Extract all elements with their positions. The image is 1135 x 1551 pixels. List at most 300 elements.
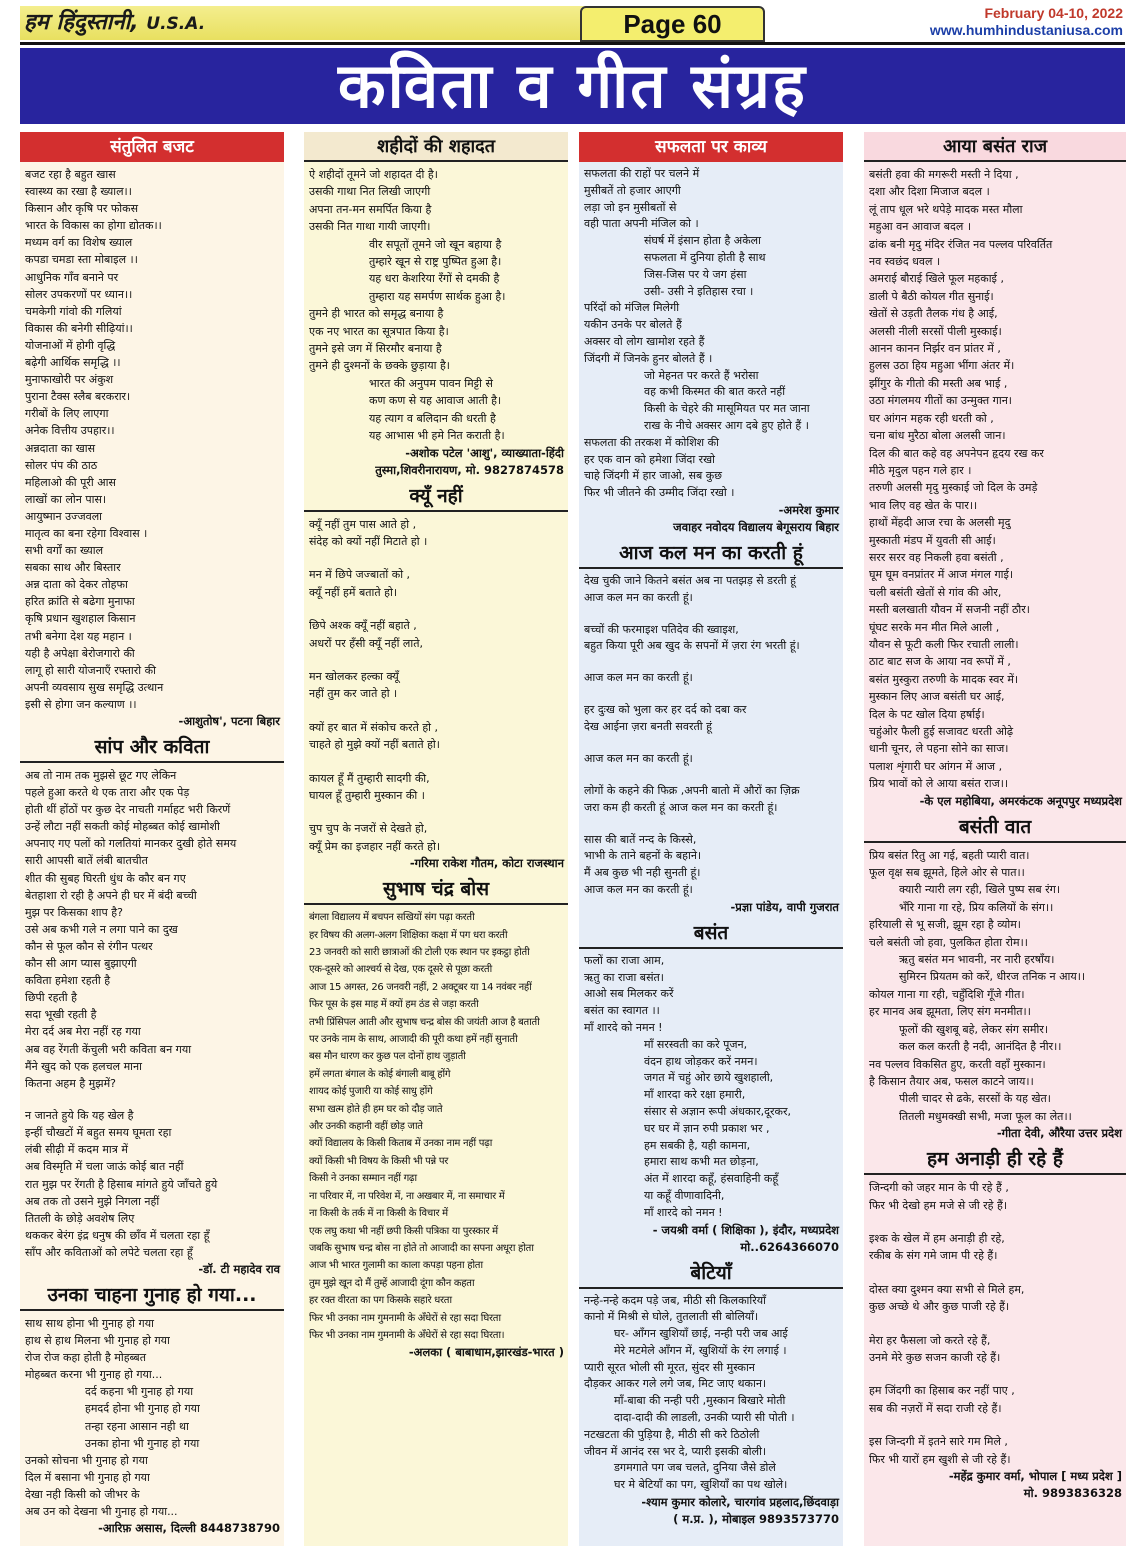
poem-line: रकीब के संग गमे जाम पी रहे हैं। xyxy=(869,1249,998,1263)
poem-author: -महेंद्र कुमार वर्मा, भोपाल [ मध्य प्रदेश ] xyxy=(948,1469,1122,1483)
poem-line: सफलता की तरकश में कोशिश की xyxy=(584,435,719,449)
poem-line: किसी के चेहरे की मासूमियत पर मत जाना xyxy=(644,402,810,416)
poem-body xyxy=(20,763,284,1261)
poem-line: यकीन उनके पर बोलते हैं xyxy=(584,318,682,332)
poem-line: पर उनके नाम के साथ, आजादी की पूरी कथा हमें नहीं सुनाती xyxy=(309,1034,518,1046)
poem-line: उसकी नित गाथा गायी जाएगी। xyxy=(309,220,431,234)
poem-line: सब की नज़रों में सदा राजी रहे हैं। xyxy=(869,1401,1002,1415)
poem-line: यौवन से फूटी कली फिर रचाती लाली। xyxy=(869,637,1019,651)
poem-line: कपडा चमडा स्ता मोबाइल ।। xyxy=(25,253,138,267)
section-banner: कविता व गीत संग्रह xyxy=(20,48,1125,124)
poem-line: तितली के छोड़े अवशेष लिए xyxy=(25,1211,135,1225)
poem-line: लंबी सीढ़ी में कदम मात्र में xyxy=(25,1143,128,1157)
poem-line: फलों का राजा आम, xyxy=(584,953,665,967)
poem-line: माँ सरस्वती का करे पूजन, xyxy=(644,1037,748,1051)
poem-line: यही है अपेक्षा बेरोजगारो की xyxy=(25,646,135,660)
stanza-gap xyxy=(584,655,838,670)
poem-line: चाहे जिंदगी में हार जाओ, सब कुछ xyxy=(584,469,722,483)
poem-line: कुछ अच्छे थे और कुछ पाजी रहे हैं। xyxy=(869,1300,1010,1314)
poem-line: सारी आपसी बातें लंबी बातचीत xyxy=(25,854,148,868)
poem-line: खेतों से उड़ती तैलक गंध है आई, xyxy=(869,307,998,321)
poem-line: तभी प्रिंसिपल आती और सुभाष चन्द्र बोस की जयंती आज है बताती xyxy=(309,1016,540,1028)
poem-line: क्यों किसी भी विषय के किसी भी पन्ने पर xyxy=(309,1155,449,1167)
poem-line: बस मौन धारण कर कुछ पल दोनों हाथ जुड़ाती xyxy=(309,1051,466,1063)
poem-line: आधुनिक गाँव बनाने पर xyxy=(25,270,119,284)
poem-line: बसंती हवा की मगरूरी मस्ती ने दिया , xyxy=(869,168,1019,181)
poem-title: सफलता पर काव्य xyxy=(579,132,843,162)
poem-line: अंत में शारदा कहूँ, हंसवाहिनी कहूँ xyxy=(644,1172,779,1186)
poem-line: दिल में बसाना भी गुनाह हो गया xyxy=(25,1470,150,1484)
stanza-gap xyxy=(869,1316,1121,1332)
poem-line: उनमे मेरे कुछ सजन काजी रहे हैं। xyxy=(869,1350,1001,1364)
poem-line: एक-दूसरे को आश्चर्य से देख, एक दूसरे से पूछा करती xyxy=(309,964,492,976)
poem-line: भँरि गाना गा रहे, प्रिय कलियों के संग।। xyxy=(899,900,1054,914)
poem-line: परिंदों को मंजिल मिलेगी xyxy=(584,301,680,315)
poem-line: महुआ वन आवाज बदल । xyxy=(869,220,971,234)
poem-line: बंगला विद्यालय में बचपन सखियों संग पढ़ा करती xyxy=(309,912,475,924)
poem-line: सफलता में दुनिया होती है साथ xyxy=(644,250,766,264)
poem-line: अलसी नीली सरसों पीली मुस्काई। xyxy=(869,324,1002,338)
poem-line: कृषि प्रधान खुशहाल किसान xyxy=(25,612,136,626)
masthead xyxy=(20,6,1125,42)
poem-line: हमदर्द होना भी गुनाह हो गया xyxy=(85,1402,200,1416)
poem-author: -के एल महोबिया, अमरकंटक अनूपपुर मध्यप्रदेश xyxy=(919,793,1122,808)
poem-line: झींगुर के गीतो की मस्ती अब भाई , xyxy=(869,376,1008,390)
poem-line: माँ शारदे को नमन ! xyxy=(644,1205,723,1219)
poem-line: क्यूँ नहीं तुम पास आते हो , xyxy=(309,517,417,531)
poem-line: साँप और कविताओं को लपेटे चलता रहा हूँ xyxy=(25,1245,193,1259)
poem-line: फिर भी जीतने की उम्मीद जिंदा रखो । xyxy=(584,486,735,500)
poem-title: आया बसंत राज xyxy=(864,132,1126,162)
poem-line: लड़ा जो इन मुसीबतों से xyxy=(584,200,677,214)
poem-line: छिपी रहती है xyxy=(25,991,77,1005)
poem-line: अब वह रेंगती केंचुली भरी कविता बन गया xyxy=(25,1042,192,1056)
poem-line: हर दुःख को भुला कर हर दर्द को दबा कर xyxy=(584,703,747,717)
poem-line: फिर पूस के इस माह में क्यों हम ठंड से जड़ा करती xyxy=(309,999,479,1011)
poem-line: रोज रोज कहा होती है मोहब्बत xyxy=(25,1351,146,1365)
poem-author: - जयश्री वर्मा ( शिक्षिका ), इंदौर, मध्यप्रदेश xyxy=(652,1222,839,1237)
poem-line: उसी- उसी ने इतिहास रचा । xyxy=(644,284,754,298)
poem-line: शायद कोई पुजारी या कोई साधु होंगे xyxy=(309,1086,433,1098)
poem-line: तन्हा रहना आसान नही था xyxy=(85,1419,189,1433)
poem-line: जो मेहनत पर करते हैं भरोसा xyxy=(644,368,759,382)
poem-line: अब तो नाम तक मुझसे छूट गए लेकिन xyxy=(25,769,177,782)
poem-line: गरीबों के लिए लाएगा xyxy=(25,407,109,421)
stanza-gap xyxy=(869,1265,1121,1281)
poem-line: ऋतु का राजा बसंत। xyxy=(584,970,664,984)
poem-line: 23 जनवरी को सारी छात्राओं की टोली एक स्थान पर इकट्ठा होती xyxy=(309,947,530,958)
stanza-gap xyxy=(309,601,563,617)
poem-line: संदेह को क्यों नहीं मिटाते हो । xyxy=(309,534,428,548)
poem-line: हमारा साथ कभी मत छोड़ना, xyxy=(644,1155,759,1169)
poem-line: फिर भी उनका नाम गुमनामी के अँधेरों से रहा सदा घिरता। xyxy=(309,1329,505,1341)
poem-line: बेतहाशा रो रही है अपने ही घर में बंदी बच्ची xyxy=(25,888,197,902)
poem-line: प्रिय बसंत रितु आ गई, बहती प्यारी वात। xyxy=(869,848,1030,862)
stanza-gap xyxy=(309,703,563,719)
poem-line: मुसीबतें तो हजार आएगी xyxy=(584,183,681,197)
poem-body xyxy=(579,1289,843,1495)
poem-line: वही पाता अपनी मंजिल को । xyxy=(584,217,699,231)
stanza-gap xyxy=(584,687,838,702)
poem-line: ठाट बाट सज के आया नव रूपों में , xyxy=(869,655,1011,669)
poem-line: माँ शारदा करे रक्षा हमारी, xyxy=(644,1088,746,1102)
poem-line: ना परिवार में, ना परिवेश में, ना अखबार में, ना समाचार में xyxy=(309,1190,505,1202)
poem-line: आज कल मन का करती हूं। xyxy=(584,751,693,765)
poem-line: घर घर में ज्ञान रुपी प्रकाश भर , xyxy=(644,1121,770,1135)
poem-line: मैं अब कुछ भी नही सुनती हूं। xyxy=(584,866,701,880)
poem-line: फिर भी उनका नाम गुमनामी के अँधेरों से रहा सदा घिरता xyxy=(309,1312,501,1324)
poem-line: जिंदगी में जिनके हुनर बोलते हैं । xyxy=(584,351,713,365)
poem-title: संतुलित बजट xyxy=(20,132,284,162)
poem-line: मोहब्बत करना भी गुनाह हो गया... xyxy=(25,1368,163,1382)
poem-line: चुप चुप के नजरों से देखते हो, xyxy=(309,822,428,836)
poem-author-detail: मो. 9893836328 xyxy=(1023,1486,1122,1500)
poem-line: आनन कानन निर्झर वन प्रांतर में , xyxy=(869,342,1001,356)
poem-line: एक लघु कथा भी नहीं छपी किसी पत्रिका या पुरस्कार में xyxy=(309,1225,498,1237)
poem-line: भारत की अनुपम पावन मिट्टी से xyxy=(369,376,493,390)
poem-line: हर विषय की अलग-अलग शिक्षिका कक्षा में पग धरा करती xyxy=(309,929,508,941)
poem-line: संसार से अज्ञान रूपी अंधकार,दूरकर, xyxy=(644,1104,791,1118)
poem-title: हम अनाड़ी ही रहे हैं xyxy=(864,1146,1126,1175)
poem-line: घूंघट सरके मन मीत मिले आली , xyxy=(869,620,1000,634)
poem-line: अमराई बौराई खिले फूल महकाई , xyxy=(869,272,1004,286)
stanza-gap xyxy=(309,754,563,770)
poem-line: जिस-जिस पर ये जग हंसा xyxy=(644,267,747,281)
stanza-gap xyxy=(309,804,563,820)
poem-line: मीठे मृदुल पहन गले हार । xyxy=(869,463,972,477)
stanza-gap xyxy=(309,652,563,668)
poem-line: घर आंगन महक रही धरती को , xyxy=(869,411,994,425)
poem-line: कण कण से यह आवाज आती है। xyxy=(369,394,502,408)
poem-line: आयुष्मान उज्जवला xyxy=(25,509,103,523)
poem-line: दिल की बात कहे वह अपनेपन हृदय रख कर xyxy=(869,446,1044,460)
publication-title: हम हिंदुस्तानी, xyxy=(24,10,139,35)
poem-author: -गरिमा राकेश गौतम, कोटा राजस्थान xyxy=(409,856,564,871)
poem-line: पीली चादर से ढके, सरसों के यह खेत। xyxy=(899,1092,1051,1106)
poem-line: सभी वर्गों का ख्याल xyxy=(25,544,104,558)
poem-body xyxy=(20,1311,284,1520)
poem-line: मैंने खुद को एक हलचल माना xyxy=(25,1059,142,1073)
poem-line: कानो में मिश्री से घोले, तुतलाती सी बोलियाँ। xyxy=(584,1310,759,1324)
poem-line: चमकेगी गांवो की गलियां xyxy=(25,304,122,318)
poem-author: -प्रज्ञा पांडेय, वापी गुजरात xyxy=(730,899,839,914)
poem-body xyxy=(579,162,843,502)
poem-line: तरुणी अलसी मृदु मुस्काई जो दिल के उमड़े xyxy=(869,481,1038,495)
poem-line: माँ-बाबा की नन्ही परी ,मुस्कान बिखारे मोती xyxy=(614,1394,786,1408)
poem-line: इस जिन्दगी में इतने सारे गम मिले , xyxy=(869,1435,1008,1449)
poem-line: उठा मंगलमय गीतों का उन्मुक्त गान। xyxy=(869,394,1012,408)
poem-line: विकास की बनेगी सीढ़ियां।। xyxy=(25,321,133,335)
column-4 xyxy=(864,132,1126,1546)
poem-line: आज कल मन का करती हूं। xyxy=(584,671,693,685)
poem-line: सभा खत्म होते ही हम घर को दौड़ जाते xyxy=(309,1103,443,1115)
poem-line: मुस्कान लिए आज बसंती घर आई, xyxy=(869,690,1005,704)
poem-author: -अशोक पटेल 'आशु', व्याख्याता-हिंदी xyxy=(405,445,564,460)
poem-line: घर- आँगन खुशियाँ छाई, नन्ही परी जब आई xyxy=(614,1327,788,1341)
poem-line: चना बांध मुरैठा बोला अलसी जान। xyxy=(869,429,1006,443)
poem-line: अपना तन-मन समर्पित किया है xyxy=(309,202,432,216)
poem-line: आज कल मन का करती हूं। xyxy=(584,590,693,604)
poem-line: मेरा दर्द अब मेरा नहीं रह गया xyxy=(25,1025,141,1039)
poem-line: जगत में चहुं ओर छाये खुशहाली, xyxy=(644,1071,774,1085)
poem-line: मस्ती बलखाती यौवन में सजनी नहीं ठौर। xyxy=(869,603,1030,617)
poem-line: बसंत का स्वागत ।। xyxy=(584,1004,660,1018)
poem-line: चली बसंती खेतों से गांव की ओर, xyxy=(869,585,1002,599)
poem-body xyxy=(304,512,568,856)
poem-line: तुम्हारे खून से राष्ट्र पुष्पित हुआ है। xyxy=(369,255,502,269)
poem-line: मन खोलकर हल्का क्यूँ xyxy=(309,669,399,683)
poem-line: हाथ से हाथ मिलना भी गुनाह हो गया xyxy=(25,1334,170,1348)
poem-body xyxy=(579,949,843,1222)
poem-line: या कहूँ वीणावादिनी, xyxy=(644,1188,725,1202)
poem-line: सरर सरर वह निकली हवा बसंती , xyxy=(869,550,1004,564)
poem-line: अपनाए गए पलों को गलतियां मानकर दुखी होते समय xyxy=(25,837,237,851)
poem-line: मन में छिपे जज्बातों को , xyxy=(309,568,411,582)
poem-line: अन्नदाता का खास xyxy=(25,441,96,455)
poem-line: सदा भूखी रहती है xyxy=(25,1008,97,1022)
poem-line: अनेक वित्तीय उपहार।। xyxy=(25,424,115,438)
poem-title: आज कल मन का करती हूं xyxy=(579,540,843,569)
poem-line: सबका साथ और बिस्तार xyxy=(25,561,121,575)
poem-line: जिन्दगी को जहर मान के पी रहे हैं , xyxy=(869,1181,1009,1195)
poem-line: तुमने इसे जग में सिरमौर बनाया है xyxy=(309,342,442,356)
poem-line: रात मुझ पर रेंगती है हिसाब मांगते हुये जाँचते हुये xyxy=(25,1177,218,1191)
poem-line: चले बसंती जो हवा, पुलकित होता रोम।। xyxy=(869,935,1028,949)
poem-line: कायल हूँ मैं तुम्हारी सादगी की, xyxy=(309,771,430,785)
column-3 xyxy=(579,132,843,1546)
poem-line: मेरा हर फैसला जो करते रहे हैं, xyxy=(869,1333,991,1347)
poem-line: और उनकी कहानी वहीं छोड़ जाते xyxy=(309,1121,423,1133)
poem-line: होती थीं होंठों पर कुछ देर नाचती गर्माहट भरी किरणें xyxy=(25,803,231,817)
poem-line: थककर बेरंग इंद्र धनुष की छाँव में चलता रहा हूँ xyxy=(25,1228,210,1242)
poem-line: हर एक वान को हमेशा जिंदा रखो xyxy=(584,452,716,466)
stanza-gap xyxy=(309,550,563,566)
poem-line: फूल वृक्ष सब झूमते, हिले ओर से पात।। xyxy=(869,866,1025,880)
poem-line: अब विस्मृति में चला जाऊं कोई बात नहीं xyxy=(25,1160,184,1174)
poem-line: नटखटता की पुड़िया है, मीठी सी करे ठिठोली xyxy=(584,1427,760,1441)
poem-line: लूं ताप धूल भरे थपेड़े मादक मस्त मौला xyxy=(869,202,1023,216)
poem-line: जरा कम ही करती हूं आज कल मन का करती हूं। xyxy=(584,800,778,814)
poem-line: बजट रहा है बहुत खास xyxy=(25,168,116,181)
poem-title: शहीदों की शहादत xyxy=(304,132,568,162)
poem-line: ढांक बनी मृदु मंदिर रंजित नव पल्लव परिवर्तित xyxy=(869,237,1053,251)
poem-line: क्यूँ प्रेम का इजहार नहीं करते हो। xyxy=(309,839,441,853)
poem-line: जीवन में आनंद रस भर दे, प्यारी इसकी बोली। xyxy=(584,1444,767,1458)
poem-line: दर्द कहना भी गुनाह हो गया xyxy=(85,1385,194,1399)
poem-line: उनको सोचना भी गुनाह हो गया xyxy=(25,1453,148,1467)
poem-line: शीत की सुबह घिरती धुंध के कौर बन गए xyxy=(25,871,186,885)
poem-line: देख आईना ज़रा बनती सवरती हूं xyxy=(584,720,712,734)
poem-line: कितना अहम है मुझमें? xyxy=(25,1076,116,1090)
poem-line: फिर भी देखो हम मजे से जी रहे हैं। xyxy=(869,1198,1008,1212)
website-link[interactable]: www.humhindustaniusa.com xyxy=(929,22,1123,38)
poem-line: कोयल गाना गा रही, चहुँदिशि गूँजे गीत। xyxy=(869,987,1025,1001)
poem-line: यह आभास भी हमे नित कराती है। xyxy=(369,429,505,443)
issue-date: February 04-10, 2022 xyxy=(984,5,1123,21)
poem-line: सोलर उपकरणों पर ध्यान।। xyxy=(25,287,133,301)
poem-title: बसंत xyxy=(579,920,843,949)
poem-line: तुम मुझे खून दो मैं तुम्हें आजादी दूंगा कौन कहता xyxy=(309,1277,475,1289)
poem-line: दौड़कर आकर गले लगे जब, मिट जाए थकान। xyxy=(584,1377,767,1391)
poem-line: दशा और दिशा मिजाज बदल । xyxy=(869,185,990,199)
poem-line: हर मानव अब झूमता, लिए संग मनमीत।। xyxy=(869,1005,1031,1019)
poem-line: तुमने ही दुश्मनों के छक्के छुड़ाया है। xyxy=(309,359,450,373)
poem-line: डाली पे बैठी कोयल गीत सुनाई। xyxy=(869,289,994,303)
divider xyxy=(20,42,1125,45)
poem-line: घूम घूम वनप्रांतर में आज मंगल गाई। xyxy=(869,568,1014,582)
poem-author: -गीता देवी, औरैया उत्तर प्रदेश xyxy=(996,1126,1122,1141)
poem-line: वंदन हाथ जोड़कर करें नमन। xyxy=(644,1054,758,1068)
poem-line: फिर भी यारों हम खुशी से जी रहे हैं। xyxy=(869,1452,1011,1466)
poem-line: लाखों का लोन पास। xyxy=(25,492,107,506)
poem-line: उसकी गाथा नित लिखी जाएगी xyxy=(309,185,431,199)
poem-line: बढ़ेगी आर्थिक समृद्धि ।। xyxy=(25,356,121,370)
poem-line: हम सबकी है, यही कामना, xyxy=(644,1138,751,1152)
poem-line: आज 15 अगस्त, 26 जनवरी नहीं, 2 अक्टूबर या 14 नवंबर नहीं xyxy=(309,981,532,993)
poem-line: मुनाफाखोरी पर अंकुश xyxy=(25,373,114,387)
poem-line: अन्न दाता को देकर तोहफा xyxy=(25,578,128,592)
poem-line: अधरों पर हँसी क्यूँ नहीं लाते, xyxy=(309,636,424,650)
poem-title: बसंती वात xyxy=(864,814,1126,843)
poem-line: है किसान तैयार अब, फसल काटने जाय।। xyxy=(869,1074,1034,1088)
poem-line: भाव लिए वह खेत के पार।। xyxy=(869,498,978,512)
poem-line: आज कल मन का करती हूं। xyxy=(584,882,693,896)
poem-author: -डॉ. टी महादेव राव xyxy=(198,1262,280,1276)
poem-line: तितली मधुमक्खी सभी, मजा फूल का लेत।। xyxy=(899,1109,1072,1123)
poem-line: तुमने ही भारत को समृद्ध बनाया है xyxy=(309,307,444,321)
poem-line: किसान और कृषि पर फोकस xyxy=(25,202,139,216)
poem-line: प्रिय भावों को ले आया बसंत राज।। xyxy=(869,777,1009,791)
poem-title: उनका चाहना गुनाह हो गया... xyxy=(20,1282,284,1311)
poem-line: कौन सी आग प्यास बुझाएगी xyxy=(25,957,137,971)
poem-line: लागू हो सारी योजनाएँ रफ्तारो की xyxy=(25,663,156,677)
poem-line: नन्हे-नन्हे कदम पड़े जब, मीठी सी किलकारियाँ xyxy=(584,1293,766,1307)
poem-line: ना किसी के तर्क में ना किसी के विचार में xyxy=(309,1208,448,1220)
poem-line: कविता हमेशा रहती है xyxy=(25,974,111,988)
poem-line: आज भी भारत गुलामी का काला कपड़ा पहना होता xyxy=(309,1260,483,1272)
poem-line: मुस्काती मंडप में युवती सी आई। xyxy=(869,533,996,547)
stanza-gap xyxy=(584,816,838,831)
poem-body xyxy=(864,1175,1126,1468)
poem-line: एक नए भारत का सूत्रपात किया है। xyxy=(309,324,449,338)
poem-line: साथ साथ होना भी गुनाह हो गया xyxy=(25,1317,154,1330)
poem-line: क्यों हर बात में संकोच करते हो , xyxy=(309,720,439,734)
poem-line: पहले हुआ करते थे एक तारा और एक पेड़ xyxy=(25,786,190,800)
poem-line: सोलर पंप की ठाठ xyxy=(25,458,98,472)
stanza-gap xyxy=(869,1366,1121,1382)
poem-line: तुम्हारा यह समर्पण सार्थक हुआ है। xyxy=(369,289,506,303)
poem-line: भाभी के ताने बहनों के बहाने। xyxy=(584,849,702,863)
poem-body xyxy=(864,162,1126,793)
poem-line: क्यारी न्यारी लग रही, खिले पुष्प सब रंग। xyxy=(899,883,1061,897)
poem-line: माँ शारदे को नमन ! xyxy=(584,1020,663,1034)
poem-line: हमें लगता बंगाल के कोई बंगाली बाबू होंगे xyxy=(309,1068,451,1080)
poem-title: सांप और कविता xyxy=(20,734,284,763)
stanza-gap xyxy=(584,736,838,751)
poem-line: सफलता की राहों पर चलने में xyxy=(584,167,700,180)
poem-line: बसंत मुस्कुरा तरुणी के मादक स्वर में। xyxy=(869,672,1019,686)
poem-line: डगमगाते पग जब चलते, दुनिया जैसे डोले xyxy=(614,1461,776,1475)
poem-line: ऋतु बसंत मन भावनी, नर नारी हरषाँय। xyxy=(899,953,1055,967)
column-1 xyxy=(20,132,284,1546)
poem-line: नव पल्लव विकसित हुए, करती वहाँ मुस्कान। xyxy=(869,1057,1046,1071)
poem-line: वीर सपूतों तूमने जो खून बहाया है xyxy=(369,237,502,251)
poem-line: ऐ शहीदों तूमने जो शहादत दी है। xyxy=(309,168,438,181)
column-2 xyxy=(304,132,568,1546)
poem-line: उसे अब कभी गले न लगा पाने का दुख xyxy=(25,922,178,936)
poem-line: स्वास्थ्य का रखा है ख्याल।। xyxy=(25,185,132,199)
poem-line: इसी से होगा जन कल्याण ।। xyxy=(25,697,137,711)
poem-line: सास की बातें नन्द के किस्से, xyxy=(584,832,697,846)
poem-line: न जानते हुये कि यह खेल है xyxy=(25,1109,134,1123)
poem-author: -श्याम कुमार कोलारे, चारगांव प्रहलाद,छिंदवाड़ा xyxy=(641,1495,839,1510)
poem-line: दोस्त क्या दुश्मन क्या सभी से मिले हम, xyxy=(869,1282,1025,1296)
poem-line: देख चुकी जाने कितने बसंत अब ना पतझड़ से डरती हूं xyxy=(584,573,796,587)
poem-line: हर रक्त वीरता का पग किसके सहारे धरता xyxy=(309,1295,452,1307)
poem-body xyxy=(20,162,284,713)
poem-line: धानी चूनर, ले पहना सोने का साज। xyxy=(869,742,1009,756)
poem-line: यह धरा केशरिया रँगों से दमकी है xyxy=(369,272,500,286)
poem-line: राख के नीचे अक्सर आग दबे हुए होते हैं । xyxy=(644,418,809,432)
poem-line: हम जिंदगी का हिसाब कर नहीं पाए , xyxy=(869,1384,1015,1398)
poem-line: योजनाओं में होगी वृद्धि xyxy=(25,338,116,352)
poem-line: छिपे अश्क क्यूँ नहीं बहाते , xyxy=(309,619,417,633)
poem-line: उन्हें लौटा नहीं सकती कोई मोहब्बत कोई खामोशी xyxy=(25,820,220,834)
poem-line: कौन से फूल कौन से रंगीन पत्थर xyxy=(25,939,153,953)
poem-author: -अमरेश कुमार xyxy=(778,502,839,517)
poem-line: घायल हूँ तुम्हारी मुस्कान की । xyxy=(309,788,425,802)
poem-line: संघर्ष में इंसान होता है अकेला xyxy=(644,234,761,248)
poem-title: क्यूँ नहीं xyxy=(304,483,568,512)
poem-author: -अलका ( बाबाधाम,झारखंड-भारत ) xyxy=(408,1345,564,1360)
poem-line: तभी बनेगा देश यह महान । xyxy=(25,629,132,643)
poem-line: हरित क्रांति से बढेगा मुनाफा xyxy=(25,595,135,609)
poem-line: आओ सब मिलकर करें xyxy=(584,987,674,1001)
poem-line: किसी ने उनका सम्मान नहीं गढ़ा xyxy=(309,1173,417,1185)
publication-name xyxy=(20,6,595,40)
stanza-gap xyxy=(869,1214,1121,1230)
poem-line: महिलाओ की पूरी आस xyxy=(25,475,116,489)
poem-line: प्यारी सूरत भोली सी मूरत, सुंदर सी मुस्कान xyxy=(584,1360,755,1374)
poem-line: फूलों की खुशबू बहे, लेकर संग समीर। xyxy=(899,1022,1049,1036)
poem-line: दादा-दादी की लाडली, उनकी प्यारी सी पोती । xyxy=(614,1411,795,1425)
poem-author: -आशुतोष', पटना बिहार xyxy=(178,714,280,728)
poem-line: मेरे मटमेले आँगन में, खुशियों के रंग लगाई । xyxy=(614,1343,787,1357)
poem-line: नव स्वछंद धवल । xyxy=(869,255,941,269)
poem-line: कल कल करती है नदी, आनंदित है नीर।। xyxy=(899,1040,1062,1054)
poem-line: जबकि सुभाष चन्द्र बोस ना होते तो आजादी का सपना अधूरा होता xyxy=(309,1242,534,1254)
poem-title: बेटियाँ xyxy=(579,1260,843,1289)
poem-line: दिल के पट खोल दिया हर्षाई। xyxy=(869,707,985,721)
poem-line: वह कभी किस्मत की बात करते नहीं xyxy=(644,385,786,399)
poem-line: घर मे बेटियाँ का पग, खुशियाँ का पथ खोले। xyxy=(614,1478,788,1492)
poem-line: चाहते हो मुझे क्यों नहीं बताते हो। xyxy=(309,738,440,752)
poem-line: सुमिरन प्रियतम को करें, धीरज तनिक न आय।। xyxy=(899,970,1086,984)
poem-author-detail: तुस्मा,शिवरीनारायण, मो. 9827874578 xyxy=(375,462,564,477)
poem-line: लोगों के कहने की फिक्र ,अपनी बातो में औरों का ज़िक्र xyxy=(584,783,800,797)
poem-line: भारत के विकास का होगा द्योतक।। xyxy=(25,219,162,233)
poem-line: अब तक तो उसने मुझे निगला नहीं xyxy=(25,1194,160,1208)
poem-body xyxy=(304,162,568,445)
publication-suffix: U.S.A. xyxy=(146,14,206,34)
poem-line: देखा नही किसी को जीभर के xyxy=(25,1487,140,1501)
poem-line: बच्चों की फरमाइश पतिदेव की ख्वाइश, xyxy=(584,622,739,636)
poem-body xyxy=(579,569,843,899)
poem-line: पलाश शृंगारी घर आंगन में आज , xyxy=(869,759,1003,773)
poem-line: नहीं तुम कर जाते हो । xyxy=(309,687,398,701)
poem-author-detail: जवाहर नवोदय विद्यालय बेगूसराय बिहार xyxy=(673,519,839,534)
poem-line: क्यों विद्यालय के किसी किताब में उनका नाम नहीं पढ़ा xyxy=(309,1138,492,1150)
